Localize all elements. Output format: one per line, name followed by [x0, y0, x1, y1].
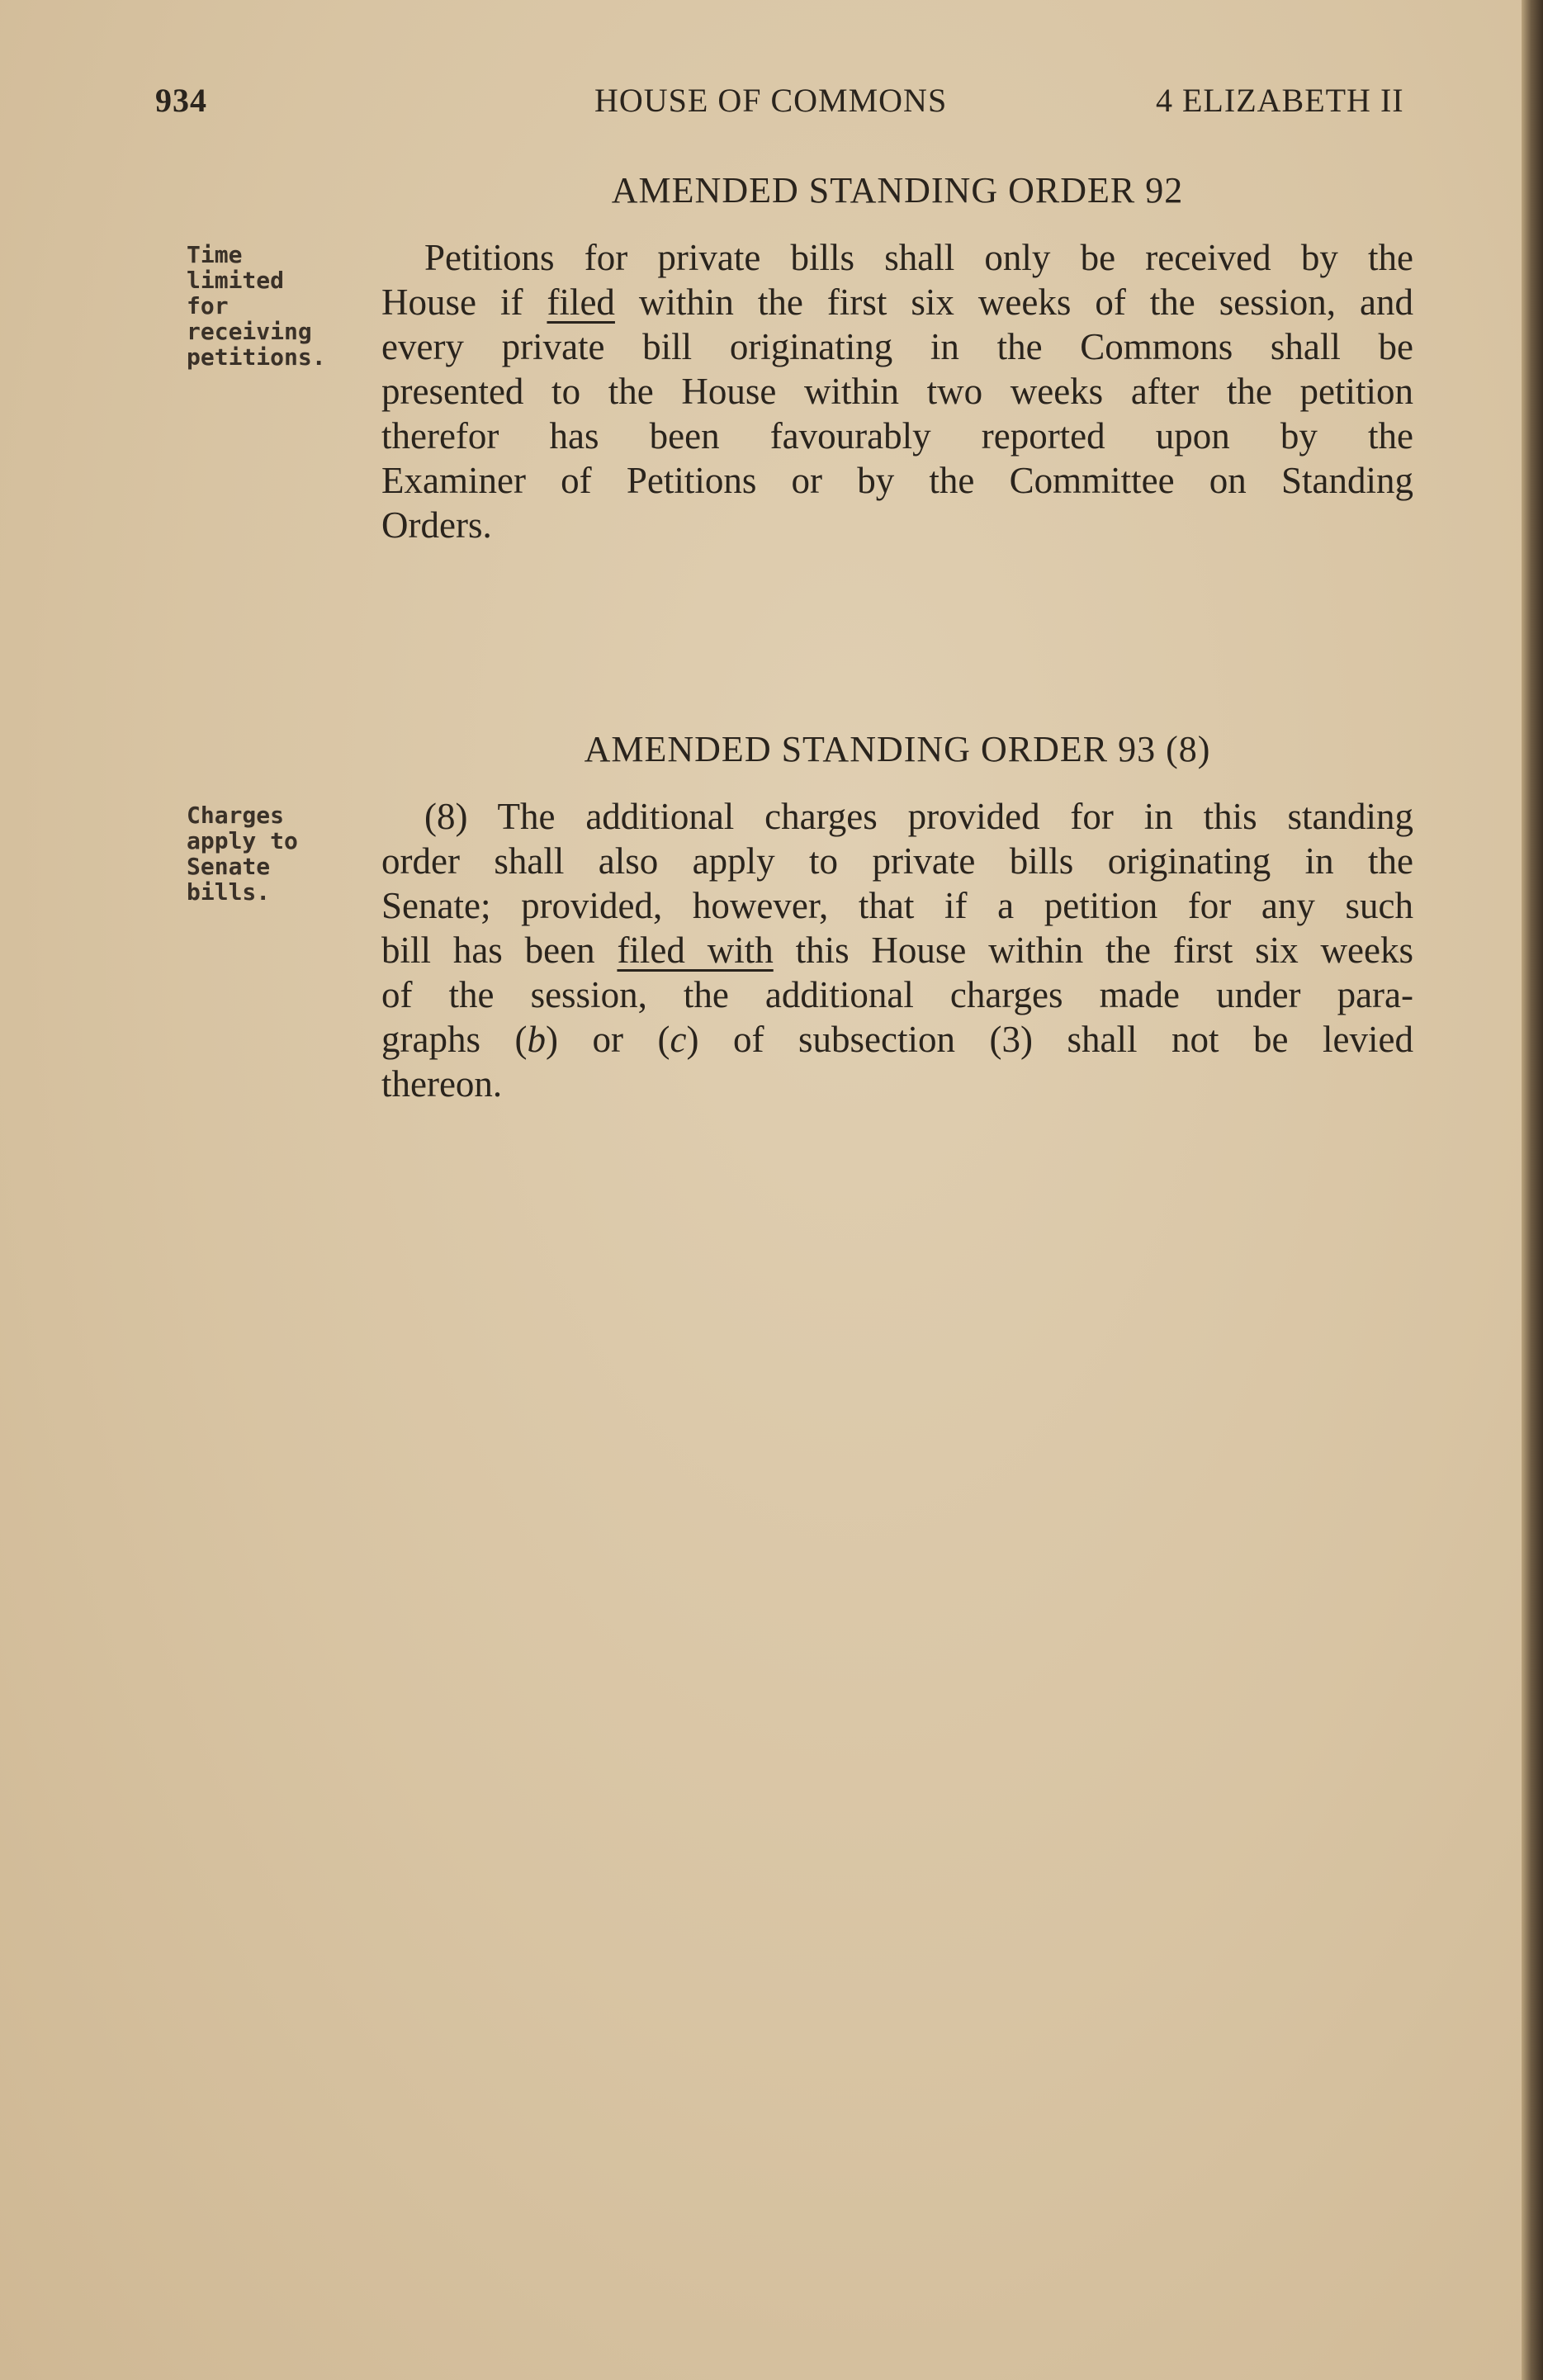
text-line: thereon.: [381, 1063, 503, 1105]
margin-note-line: petitions.: [187, 343, 326, 371]
text-line: every private bill originating in the Commons shall be: [381, 326, 1413, 367]
text-line: Examiner of Petitions or by the Committee on Standing: [381, 460, 1413, 501]
paragraph: [381, 794, 1413, 1106]
italic-letter: c: [670, 1019, 687, 1060]
text-line: Senate; provided, however, that if a petition for any such: [381, 885, 1413, 926]
book-spine-shadow: [1522, 0, 1543, 2380]
text-line: therefor has been favourably reported upon by the: [381, 415, 1413, 457]
margin-note-line: apply to: [187, 827, 298, 854]
section-heading: AMENDED STANDING ORDER 92: [611, 170, 1184, 211]
margin-note-line: bills.: [187, 878, 271, 906]
regnal-year: 4 ELIZABETH II: [1156, 82, 1404, 119]
italic-letter: b: [527, 1019, 546, 1060]
margin-note-line: Senate: [187, 853, 271, 880]
text-line: House if filed within the first six weeks of the session, and: [381, 282, 1413, 323]
text-line: of the session, the additional charges made under para-: [381, 974, 1413, 1015]
margin-note-line: Charges: [187, 802, 285, 829]
text-line: graphs (b) or (c) of subsection (3) shall not be levied: [381, 1019, 1413, 1060]
text-line: presented to the House within two weeks after the petition: [381, 371, 1413, 412]
running-header: [0, 81, 1543, 130]
margin-note: [187, 802, 335, 905]
text-line: order shall also apply to private bills originating in the: [381, 840, 1413, 882]
margin-note-line: for: [187, 292, 229, 319]
running-title: HOUSE OF COMMONS: [594, 82, 948, 119]
text-line: (8) The additional charges provided for in this standing: [424, 796, 1413, 837]
section-heading: AMENDED STANDING ORDER 93 (8): [584, 729, 1211, 769]
margin-note-line: limited: [187, 267, 285, 294]
text-line: Orders.: [381, 504, 492, 546]
text-line: Petitions for private bills shall only be received by the: [424, 237, 1413, 278]
underlined-text: filed: [547, 282, 615, 323]
margin-note: [187, 242, 335, 370]
margin-note-line: receiving: [187, 318, 312, 345]
page-number: 934: [155, 82, 207, 119]
underlined-text: filed with: [617, 930, 774, 971]
paragraph: [381, 235, 1413, 547]
text-line: bill has been filed with this House within the first six weeks: [381, 930, 1413, 971]
margin-note-line: Time: [187, 241, 243, 268]
